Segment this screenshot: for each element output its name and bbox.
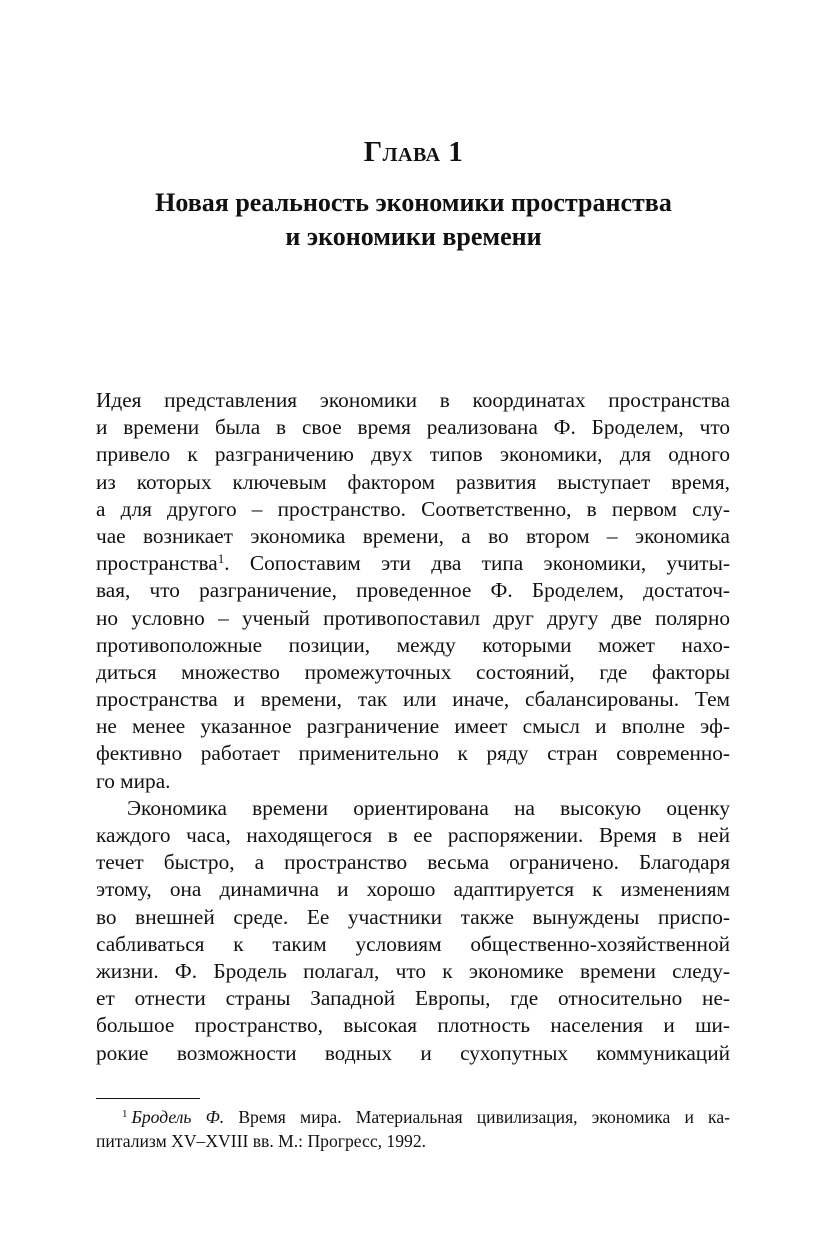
footnote-text: Время мира. Материальная цивилизация, экономика и ка- xyxy=(224,1107,730,1127)
text-line: течет быстро, а пространство весьма ограничено. Благодаря xyxy=(96,850,730,875)
text-line: пространства и времени, так или иначе, сбалансированы. Тем xyxy=(96,687,730,712)
text-line: этому, она динамична и хорошо адаптируется к изменениям xyxy=(96,877,730,902)
text-line xyxy=(96,550,730,577)
footnote-divider xyxy=(96,1098,200,1099)
text-line: большое пространство, высокая плотность населения и ши- xyxy=(96,1013,730,1038)
chapter-title-line: Новая реальность экономики пространства xyxy=(155,188,672,217)
text-fragment: пространства xyxy=(96,551,218,576)
text-line: сабливаться к таким условиям общественно-хозяйственной xyxy=(96,931,730,956)
text-line: но условно – ученый противопоставил друг другу две полярно xyxy=(96,605,730,630)
text-line: из которых ключевым фактором развития выступает время, xyxy=(96,469,730,494)
text-line: жизни. Ф. Бродель полагал, что к экономике времени следу- xyxy=(96,958,730,983)
text-line: не менее указанное разграничение имеет смысл и вполне эф- xyxy=(96,714,730,739)
text-line: и времени была в свое время реализована Ф. Броделем, что xyxy=(96,415,730,440)
text-line: а для другого – пространство. Соответственно, в первом слу- xyxy=(96,496,730,521)
footnote-line xyxy=(96,1105,730,1129)
chapter-title xyxy=(96,186,731,254)
text-fragment: . Сопоставим эти два типа экономики, учиты- xyxy=(224,551,730,576)
text-line: каждого часа, находящегося в ее распоряжении. Время в ней xyxy=(96,823,730,847)
footnote-reference[interactable]: 1 xyxy=(217,551,225,567)
text-line: чае возникает экономика времени, а во втором – экономика xyxy=(96,523,730,548)
chapter-label: Глава 1 xyxy=(363,136,464,168)
chapter-title-line: и экономики времени xyxy=(285,222,542,251)
text-line: фективно работает применительно к ряду стран современно- xyxy=(96,741,730,766)
text-line: Идея представления экономики в координатах пространства xyxy=(96,388,730,412)
text-line: диться множество промежуточных состояний, где факторы xyxy=(96,659,730,684)
text-line: во внешней среде. Ее участники также вынуждены приспо- xyxy=(96,904,730,929)
text-line: рокие возможности водных и сухопутных коммуникаций xyxy=(96,1040,730,1065)
text-line: противоположные позиции, между которыми может нахо- xyxy=(96,632,730,657)
text-line: Экономика времени ориентирована на высокую оценку xyxy=(127,795,730,820)
text-line: привело к разграничению двух типов экономики, для одного xyxy=(96,442,730,467)
footnote-author: Бродель Ф. xyxy=(131,1107,225,1127)
body-text xyxy=(96,387,730,1067)
text-line: вая, что разграничение, проведенное Ф. Броделем, достаточ- xyxy=(96,578,730,603)
footnote-line: питализм XV–XVIII вв. М.: Прогресс, 1992. xyxy=(96,1131,427,1151)
footnote xyxy=(96,1105,730,1153)
footnote-number: 1 xyxy=(122,1108,128,1120)
text-line: ет отнести страны Западной Европы, где относительно не- xyxy=(96,986,730,1011)
text-line: го мира. xyxy=(96,768,171,793)
